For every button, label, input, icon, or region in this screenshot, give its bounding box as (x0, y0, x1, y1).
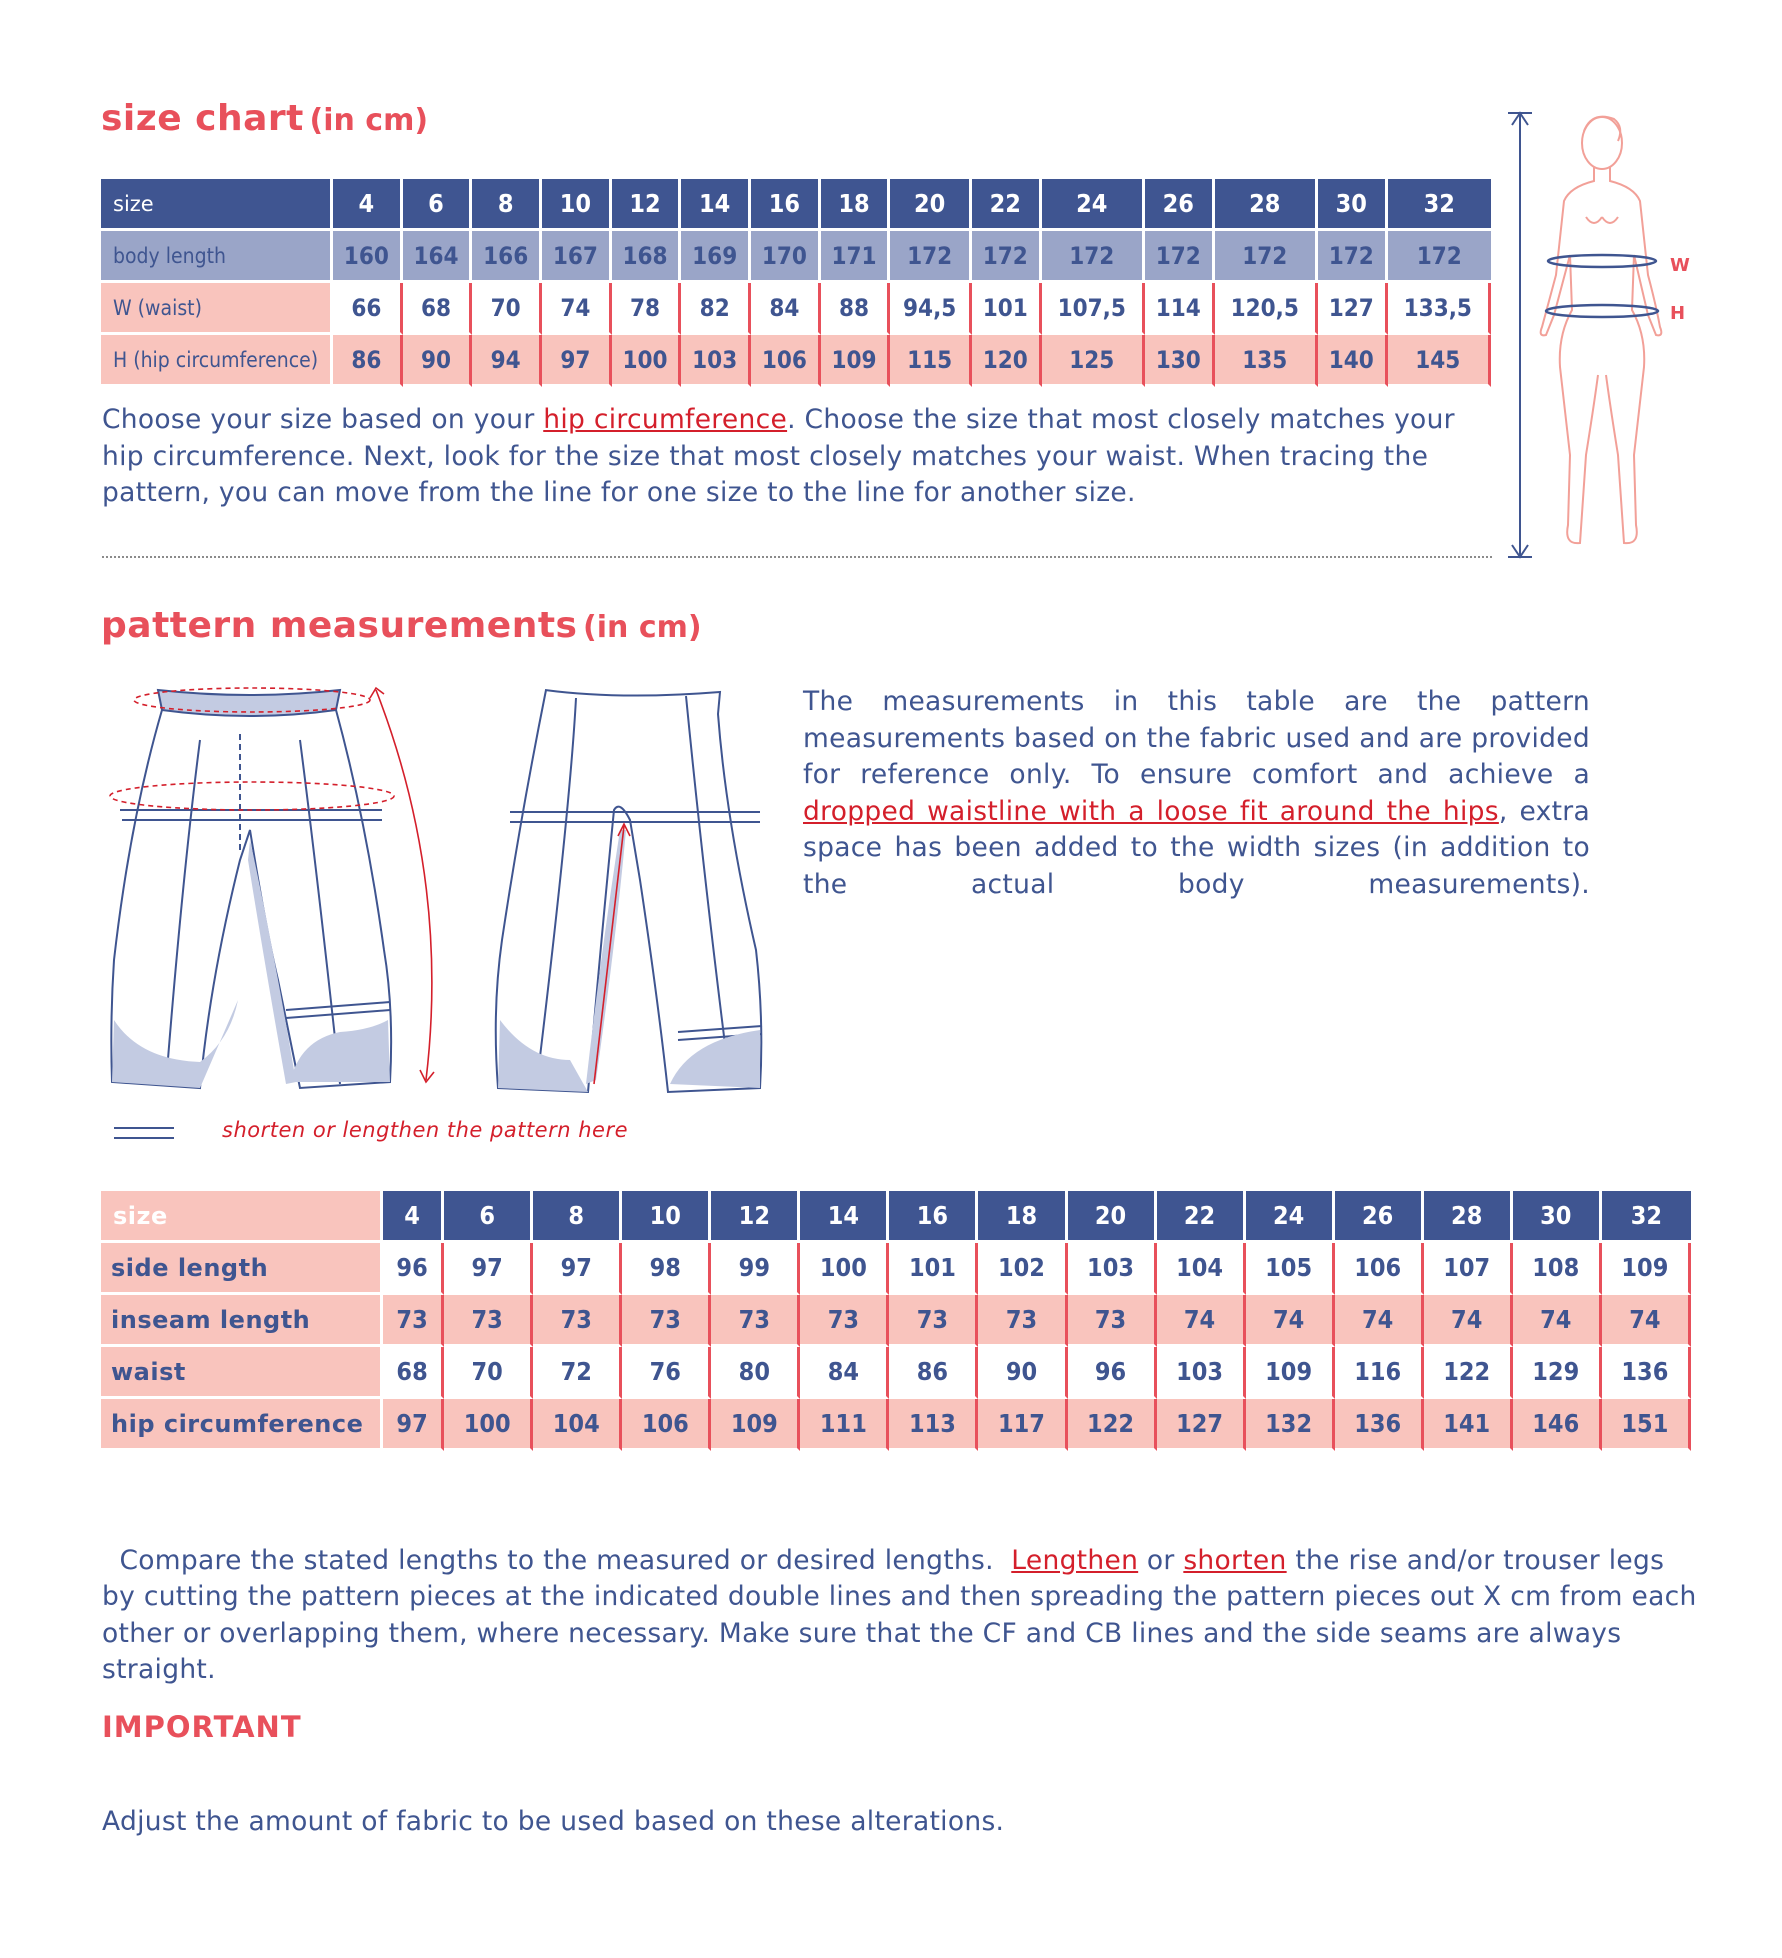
size-cell: 10 (542, 179, 612, 231)
value-cell: 120 (972, 335, 1042, 387)
section-divider (102, 556, 1492, 558)
row-label: waist (101, 1347, 383, 1399)
size-chart-header-row (101, 179, 1491, 231)
pattern-header-row (101, 1191, 1691, 1243)
value-cell: 72 (533, 1347, 622, 1399)
value-cell: 102 (978, 1243, 1067, 1295)
important-heading: IMPORTANT (102, 1710, 302, 1744)
row-label: inseam length (101, 1295, 383, 1347)
value-cell: 96 (383, 1243, 444, 1295)
inseam-length-row (101, 1295, 1691, 1347)
value-cell: 130 (1145, 335, 1215, 387)
row-label: hip circumference (101, 1399, 383, 1451)
value-cell: 108 (1513, 1243, 1602, 1295)
value-cell: 74 (1157, 1295, 1246, 1347)
value-cell: 146 (1513, 1399, 1602, 1451)
size-cell: 24 (1042, 179, 1145, 231)
size-cell: 18 (821, 179, 891, 231)
value-cell: 111 (800, 1399, 889, 1451)
front-trouser-icon (111, 690, 391, 1088)
value-cell: 103 (681, 335, 751, 387)
value-cell: 99 (711, 1243, 800, 1295)
value-cell: 73 (978, 1295, 1067, 1347)
pattern-waist-row (101, 1347, 1691, 1399)
value-cell: 109 (711, 1399, 800, 1451)
value-cell: 115 (890, 335, 972, 387)
size-cell: 26 (1335, 1191, 1424, 1243)
row-label: side length (101, 1243, 383, 1295)
pattern-measurements-table (101, 1191, 1691, 1451)
value-cell: 171 (821, 231, 891, 283)
size-cell: 24 (1246, 1191, 1335, 1243)
row-label: body length (101, 231, 333, 283)
value-cell: 172 (1145, 231, 1215, 283)
value-cell: 73 (1068, 1295, 1157, 1347)
row-label: H (hip circumference) (101, 335, 333, 387)
value-cell: 109 (1602, 1243, 1691, 1295)
value-cell: 172 (1042, 231, 1145, 283)
size-cell: 16 (751, 179, 821, 231)
value-cell: 66 (333, 283, 403, 335)
size-cell: 16 (889, 1191, 978, 1243)
value-cell: 109 (1246, 1347, 1335, 1399)
value-cell: 97 (383, 1399, 444, 1451)
value-cell: 97 (533, 1243, 622, 1295)
value-cell: 98 (622, 1243, 711, 1295)
important-text: Adjust the amount of fabric to be used based on these alterations. (102, 1806, 1005, 1837)
value-cell: 74 (1513, 1295, 1602, 1347)
value-cell: 172 (972, 231, 1042, 283)
header-label: size (101, 179, 333, 231)
size-cell: 26 (1145, 179, 1215, 231)
value-cell: 132 (1246, 1399, 1335, 1451)
value-cell: 73 (711, 1295, 800, 1347)
value-cell: 127 (1318, 283, 1388, 335)
header-label: size (101, 1191, 383, 1243)
double-line-legend-icon (112, 1124, 176, 1146)
value-cell: 84 (751, 283, 821, 335)
value-cell: 74 (1246, 1295, 1335, 1347)
value-cell: 73 (533, 1295, 622, 1347)
value-cell: 78 (612, 283, 682, 335)
value-cell: 127 (1157, 1399, 1246, 1451)
value-cell: 160 (333, 231, 403, 283)
value-cell: 168 (612, 231, 682, 283)
value-cell: 73 (889, 1295, 978, 1347)
size-cell: 10 (622, 1191, 711, 1243)
value-cell: 117 (978, 1399, 1067, 1451)
value-cell: 90 (978, 1347, 1067, 1399)
value-cell: 82 (681, 283, 751, 335)
woman-silhouette-icon (1541, 117, 1662, 543)
value-cell: 120,5 (1215, 283, 1318, 335)
value-cell: 74 (1602, 1295, 1691, 1347)
value-cell: 101 (972, 283, 1042, 335)
value-cell: 76 (622, 1347, 711, 1399)
value-cell: 104 (1157, 1243, 1246, 1295)
value-cell: 100 (444, 1399, 533, 1451)
legend-text: shorten or lengthen the pattern here (222, 1118, 628, 1142)
body-length-row (101, 231, 1491, 283)
size-cell: 14 (800, 1191, 889, 1243)
size-chart-title: size chart (in cm) (101, 98, 429, 139)
pattern-measurements-title: pattern measurements (in cm) (101, 605, 702, 646)
value-cell: 73 (800, 1295, 889, 1347)
size-cell: 22 (1157, 1191, 1246, 1243)
size-cell: 28 (1424, 1191, 1513, 1243)
value-cell: 104 (533, 1399, 622, 1451)
value-cell: 129 (1513, 1347, 1602, 1399)
value-cell: 80 (711, 1347, 800, 1399)
value-cell: 100 (612, 335, 682, 387)
hip-row (101, 335, 1491, 387)
size-cell: 20 (1068, 1191, 1157, 1243)
value-cell: 116 (1335, 1347, 1424, 1399)
value-cell: 105 (1246, 1243, 1335, 1295)
body-figure (1498, 105, 1698, 570)
size-cell: 4 (383, 1191, 444, 1243)
value-cell: 90 (403, 335, 473, 387)
size-cell: 14 (681, 179, 751, 231)
value-cell: 73 (622, 1295, 711, 1347)
size-cell: 12 (612, 179, 682, 231)
value-cell: 74 (542, 283, 612, 335)
value-cell: 100 (800, 1243, 889, 1295)
value-cell: 169 (681, 231, 751, 283)
value-cell: 68 (403, 283, 473, 335)
value-cell: 145 (1388, 335, 1491, 387)
dropped-waistline-link[interactable]: dropped waistline with a loose fit around the hips (803, 795, 1499, 827)
value-cell: 96 (1068, 1347, 1157, 1399)
size-instructions: Choose your size based on your hip circumference. Choose the size that most closely matches your hip circumference. Next, look for the size that most closely matches your waist. When tracing the pattern, you can move from the line for one size to the line for another size. (102, 404, 1455, 508)
value-cell: 125 (1042, 335, 1145, 387)
value-cell: 122 (1068, 1399, 1157, 1451)
value-cell: 140 (1318, 335, 1388, 387)
trousers-illustration (100, 680, 790, 1100)
value-cell: 106 (751, 335, 821, 387)
pattern-hip-row (101, 1399, 1691, 1451)
size-cell: 20 (890, 179, 972, 231)
value-cell: 86 (333, 335, 403, 387)
size-cell: 4 (333, 179, 403, 231)
value-cell: 172 (890, 231, 972, 283)
value-cell: 70 (472, 283, 542, 335)
value-cell: 114 (1145, 283, 1215, 335)
value-cell: 84 (800, 1347, 889, 1399)
value-cell: 172 (1215, 231, 1318, 283)
back-trouser-icon (496, 690, 762, 1092)
value-cell: 73 (383, 1295, 444, 1347)
size-cell: 32 (1388, 179, 1491, 231)
row-label: W (waist) (101, 283, 333, 335)
size-cell: 22 (972, 179, 1042, 231)
size-cell: 32 (1602, 1191, 1691, 1243)
value-cell: 74 (1424, 1295, 1513, 1347)
value-cell: 88 (821, 283, 891, 335)
value-cell: 101 (889, 1243, 978, 1295)
height-arrow-icon (1508, 113, 1532, 557)
value-cell: 68 (383, 1347, 444, 1399)
value-cell: 97 (542, 335, 612, 387)
size-cell: 30 (1513, 1191, 1602, 1243)
value-cell: 151 (1602, 1399, 1691, 1451)
value-cell: 113 (889, 1399, 978, 1451)
value-cell: 94,5 (890, 283, 972, 335)
value-cell: 141 (1424, 1399, 1513, 1451)
hip-circumference-link[interactable]: hip circumference (543, 404, 788, 435)
size-cell: 28 (1215, 179, 1318, 231)
lengthen-link[interactable]: Lengthen (1011, 1544, 1139, 1576)
size-cell: 8 (533, 1191, 622, 1243)
value-cell: 136 (1602, 1347, 1691, 1399)
size-cell: 12 (711, 1191, 800, 1243)
value-cell: 103 (1068, 1243, 1157, 1295)
value-cell: 167 (542, 231, 612, 283)
size-cell: 6 (403, 179, 473, 231)
value-cell: 107 (1424, 1243, 1513, 1295)
pattern-description: The measurements in this table are the pattern measurements based on the fabric used and are provided for reference only. To ensure comfort and achieve a dropped waistline with a loose fit around the hips, extra space has been added to the width sizes (in addition to the actual body measurements). (803, 686, 1590, 900)
value-cell: 106 (1335, 1243, 1424, 1295)
size-cell: 8 (472, 179, 542, 231)
value-cell: 103 (1157, 1347, 1246, 1399)
value-cell: 74 (1335, 1295, 1424, 1347)
value-cell: 136 (1335, 1399, 1424, 1451)
value-cell: 107,5 (1042, 283, 1145, 335)
side-length-row (101, 1243, 1691, 1295)
value-cell: 70 (444, 1347, 533, 1399)
size-cell: 30 (1318, 179, 1388, 231)
value-cell: 86 (889, 1347, 978, 1399)
value-cell: 170 (751, 231, 821, 283)
value-cell: 73 (444, 1295, 533, 1347)
waist-row (101, 283, 1491, 335)
hip-marker-label: H (1670, 303, 1686, 324)
waist-marker-label: W (1670, 255, 1690, 276)
value-cell: 97 (444, 1243, 533, 1295)
value-cell: 94 (472, 335, 542, 387)
value-cell: 133,5 (1388, 283, 1491, 335)
shorten-link[interactable]: shorten (1183, 1544, 1287, 1576)
size-chart-table (101, 179, 1491, 387)
alteration-instructions: Compare the stated lengths to the measured or desired lengths. Lengthen or shorten the rise and/or trouser legs by cutting the pattern pieces at the indicated double lines and then spreading the pattern pieces out X cm from each other or overlapping them, where necessary. Make sure that the CF and CB lines and the side seams are always straight. (102, 1544, 1706, 1685)
size-cell: 6 (444, 1191, 533, 1243)
value-cell: 166 (472, 231, 542, 283)
size-cell: 18 (978, 1191, 1067, 1243)
value-cell: 135 (1215, 335, 1318, 387)
value-cell: 164 (403, 231, 473, 283)
value-cell: 172 (1318, 231, 1388, 283)
value-cell: 109 (821, 335, 891, 387)
value-cell: 172 (1388, 231, 1491, 283)
value-cell: 106 (622, 1399, 711, 1451)
value-cell: 122 (1424, 1347, 1513, 1399)
